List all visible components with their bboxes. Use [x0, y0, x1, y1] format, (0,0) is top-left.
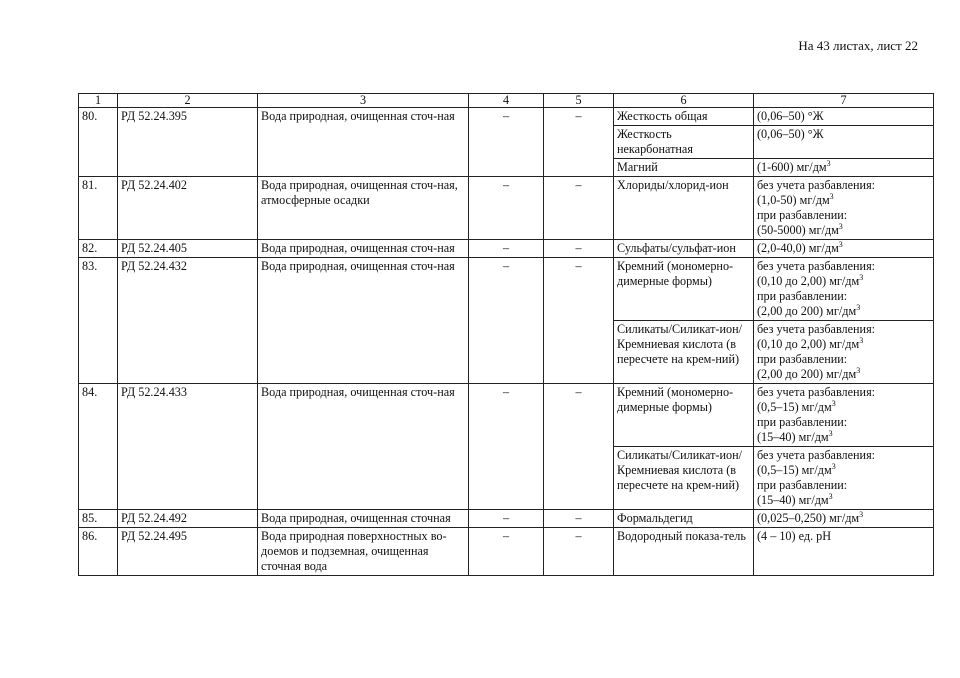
measurement-range	[754, 258, 934, 321]
range-line: без учета разбавления:	[757, 385, 876, 399]
column-4-value: –	[469, 384, 544, 510]
table-row	[79, 177, 934, 240]
row-number: 86.	[79, 528, 118, 576]
parameter-name: Сульфаты/сульфат-ион	[614, 240, 754, 258]
range-line: без учета разбавления:	[757, 178, 876, 192]
measurement-range	[754, 321, 934, 384]
table-body	[79, 108, 934, 576]
measurement-range	[754, 108, 934, 126]
parameter-name: Хлориды/хлорид-ион	[614, 177, 754, 240]
parameter-name: Жесткость некарбонатная	[614, 126, 754, 159]
parameter-name: Силикаты/Силикат-ион/ Кремниевая кислота (в пересчете на крем-ний)	[614, 447, 754, 510]
table-row	[79, 258, 934, 321]
row-number: 83.	[79, 258, 118, 384]
range-line: (1,0-50) $мг/дм^3$	[757, 191, 834, 207]
range-line: (0,10 до 2,00) $мг/дм^3$	[757, 272, 864, 288]
parameter-name: Кремний (мономерно-димерные формы)	[614, 384, 754, 447]
document-code: РД 52.24.433	[118, 384, 258, 510]
range-line: (15–40) $мг/дм^3$	[757, 428, 833, 444]
table-row	[79, 108, 934, 126]
range-line: (50-5000) $мг/дм^3$	[757, 221, 843, 237]
row-number: 80.	[79, 108, 118, 177]
range-line: при разбавлении:	[757, 208, 848, 222]
test-object: Вода природная, очищенная сточ-ная	[258, 258, 469, 384]
test-object: Вода природная, очищенная сточ-ная	[258, 108, 469, 177]
sheet-info: На 43 листах, лист 22	[798, 38, 918, 53]
test-object: Вода природная, очищенная сточная	[258, 510, 469, 528]
column-5-value: –	[544, 384, 614, 510]
table-row	[79, 384, 934, 447]
range-line: (2,0-40,0) $мг/дм^3$	[757, 239, 843, 255]
measurement-range	[754, 510, 934, 528]
column-4-value: –	[469, 258, 544, 384]
test-object: Вода природная поверхностных во-доемов и подземная, очищенная сточная вода	[258, 528, 469, 576]
measurement-range	[754, 177, 934, 240]
parameter-name: Магний	[614, 159, 754, 177]
column-header-3: 3	[258, 94, 469, 108]
measurement-range	[754, 447, 934, 510]
range-line: (0,10 до 2,00) $мг/дм^3$	[757, 335, 864, 351]
methods-table	[78, 93, 934, 576]
row-number: 82.	[79, 240, 118, 258]
table-row	[79, 240, 934, 258]
range-line: (4 – 10) ед. pH	[757, 529, 832, 543]
measurement-range	[754, 159, 934, 177]
table-row	[79, 510, 934, 528]
column-5-value: –	[544, 528, 614, 576]
parameter-name: Силикаты/Силикат-ион/ Кремниевая кислота (в пересчете на крем-ний)	[614, 321, 754, 384]
row-number: 81.	[79, 177, 118, 240]
parameter-name: Кремний (мономерно-димерные формы)	[614, 258, 754, 321]
range-line: (0,025–0,250) $мг/дм^3$	[757, 509, 864, 525]
document-code: РД 52.24.395	[118, 108, 258, 177]
range-line: (0,5–15) $мг/дм^3$	[757, 461, 836, 477]
range-line: без учета разбавления:	[757, 322, 876, 336]
column-5-value: –	[544, 108, 614, 177]
range-line: без учета разбавления:	[757, 259, 876, 273]
column-4-value: –	[469, 177, 544, 240]
range-line: при разбавлении:	[757, 478, 848, 492]
column-4-value: –	[469, 240, 544, 258]
range-line: при разбавлении:	[757, 415, 848, 429]
test-object: Вода природная, очищенная сточ-ная	[258, 240, 469, 258]
column-header-2: 2	[118, 94, 258, 108]
document-code: РД 52.24.405	[118, 240, 258, 258]
parameter-name: Формальдегид	[614, 510, 754, 528]
range-line: (0,06–50) °Ж	[757, 109, 824, 123]
measurement-range	[754, 528, 934, 576]
column-5-value: –	[544, 258, 614, 384]
column-4-value: –	[469, 108, 544, 177]
range-line: при разбавлении:	[757, 352, 848, 366]
document-code: РД 52.24.432	[118, 258, 258, 384]
row-number: 84.	[79, 384, 118, 510]
parameter-name: Водородный показа-тель	[614, 528, 754, 576]
column-header-4: 4	[469, 94, 544, 108]
table-row	[79, 528, 934, 576]
column-5-value: –	[544, 177, 614, 240]
column-5-value: –	[544, 240, 614, 258]
range-line: (2,00 до 200) $мг/дм^3$	[757, 365, 861, 381]
document-code: РД 52.24.492	[118, 510, 258, 528]
row-number: 85.	[79, 510, 118, 528]
range-line: (15–40) $мг/дм^3$	[757, 491, 833, 507]
range-line: (0,5–15) $мг/дм^3$	[757, 398, 836, 414]
document-code: РД 52.24.495	[118, 528, 258, 576]
column-5-value: –	[544, 510, 614, 528]
range-line: (2,00 до 200) $мг/дм^3$	[757, 302, 861, 318]
test-object: Вода природная, очищенная сточ-ная	[258, 384, 469, 510]
column-header-5: 5	[544, 94, 614, 108]
test-object: Вода природная, очищенная сточ-ная, атмосферные осадки	[258, 177, 469, 240]
measurement-range	[754, 126, 934, 159]
parameter-name: Жесткость общая	[614, 108, 754, 126]
range-line: (0,06–50) °Ж	[757, 127, 824, 141]
column-4-value: –	[469, 510, 544, 528]
column-header-7: 7	[754, 94, 934, 108]
column-number-row	[79, 94, 934, 108]
range-line: (1-600) $мг/дм^3$	[757, 158, 831, 174]
column-header-1: 1	[79, 94, 118, 108]
document-code: РД 52.24.402	[118, 177, 258, 240]
measurement-range	[754, 240, 934, 258]
measurement-range	[754, 384, 934, 447]
column-4-value: –	[469, 528, 544, 576]
range-line: без учета разбавления:	[757, 448, 876, 462]
range-line: при разбавлении:	[757, 289, 848, 303]
column-header-6: 6	[614, 94, 754, 108]
